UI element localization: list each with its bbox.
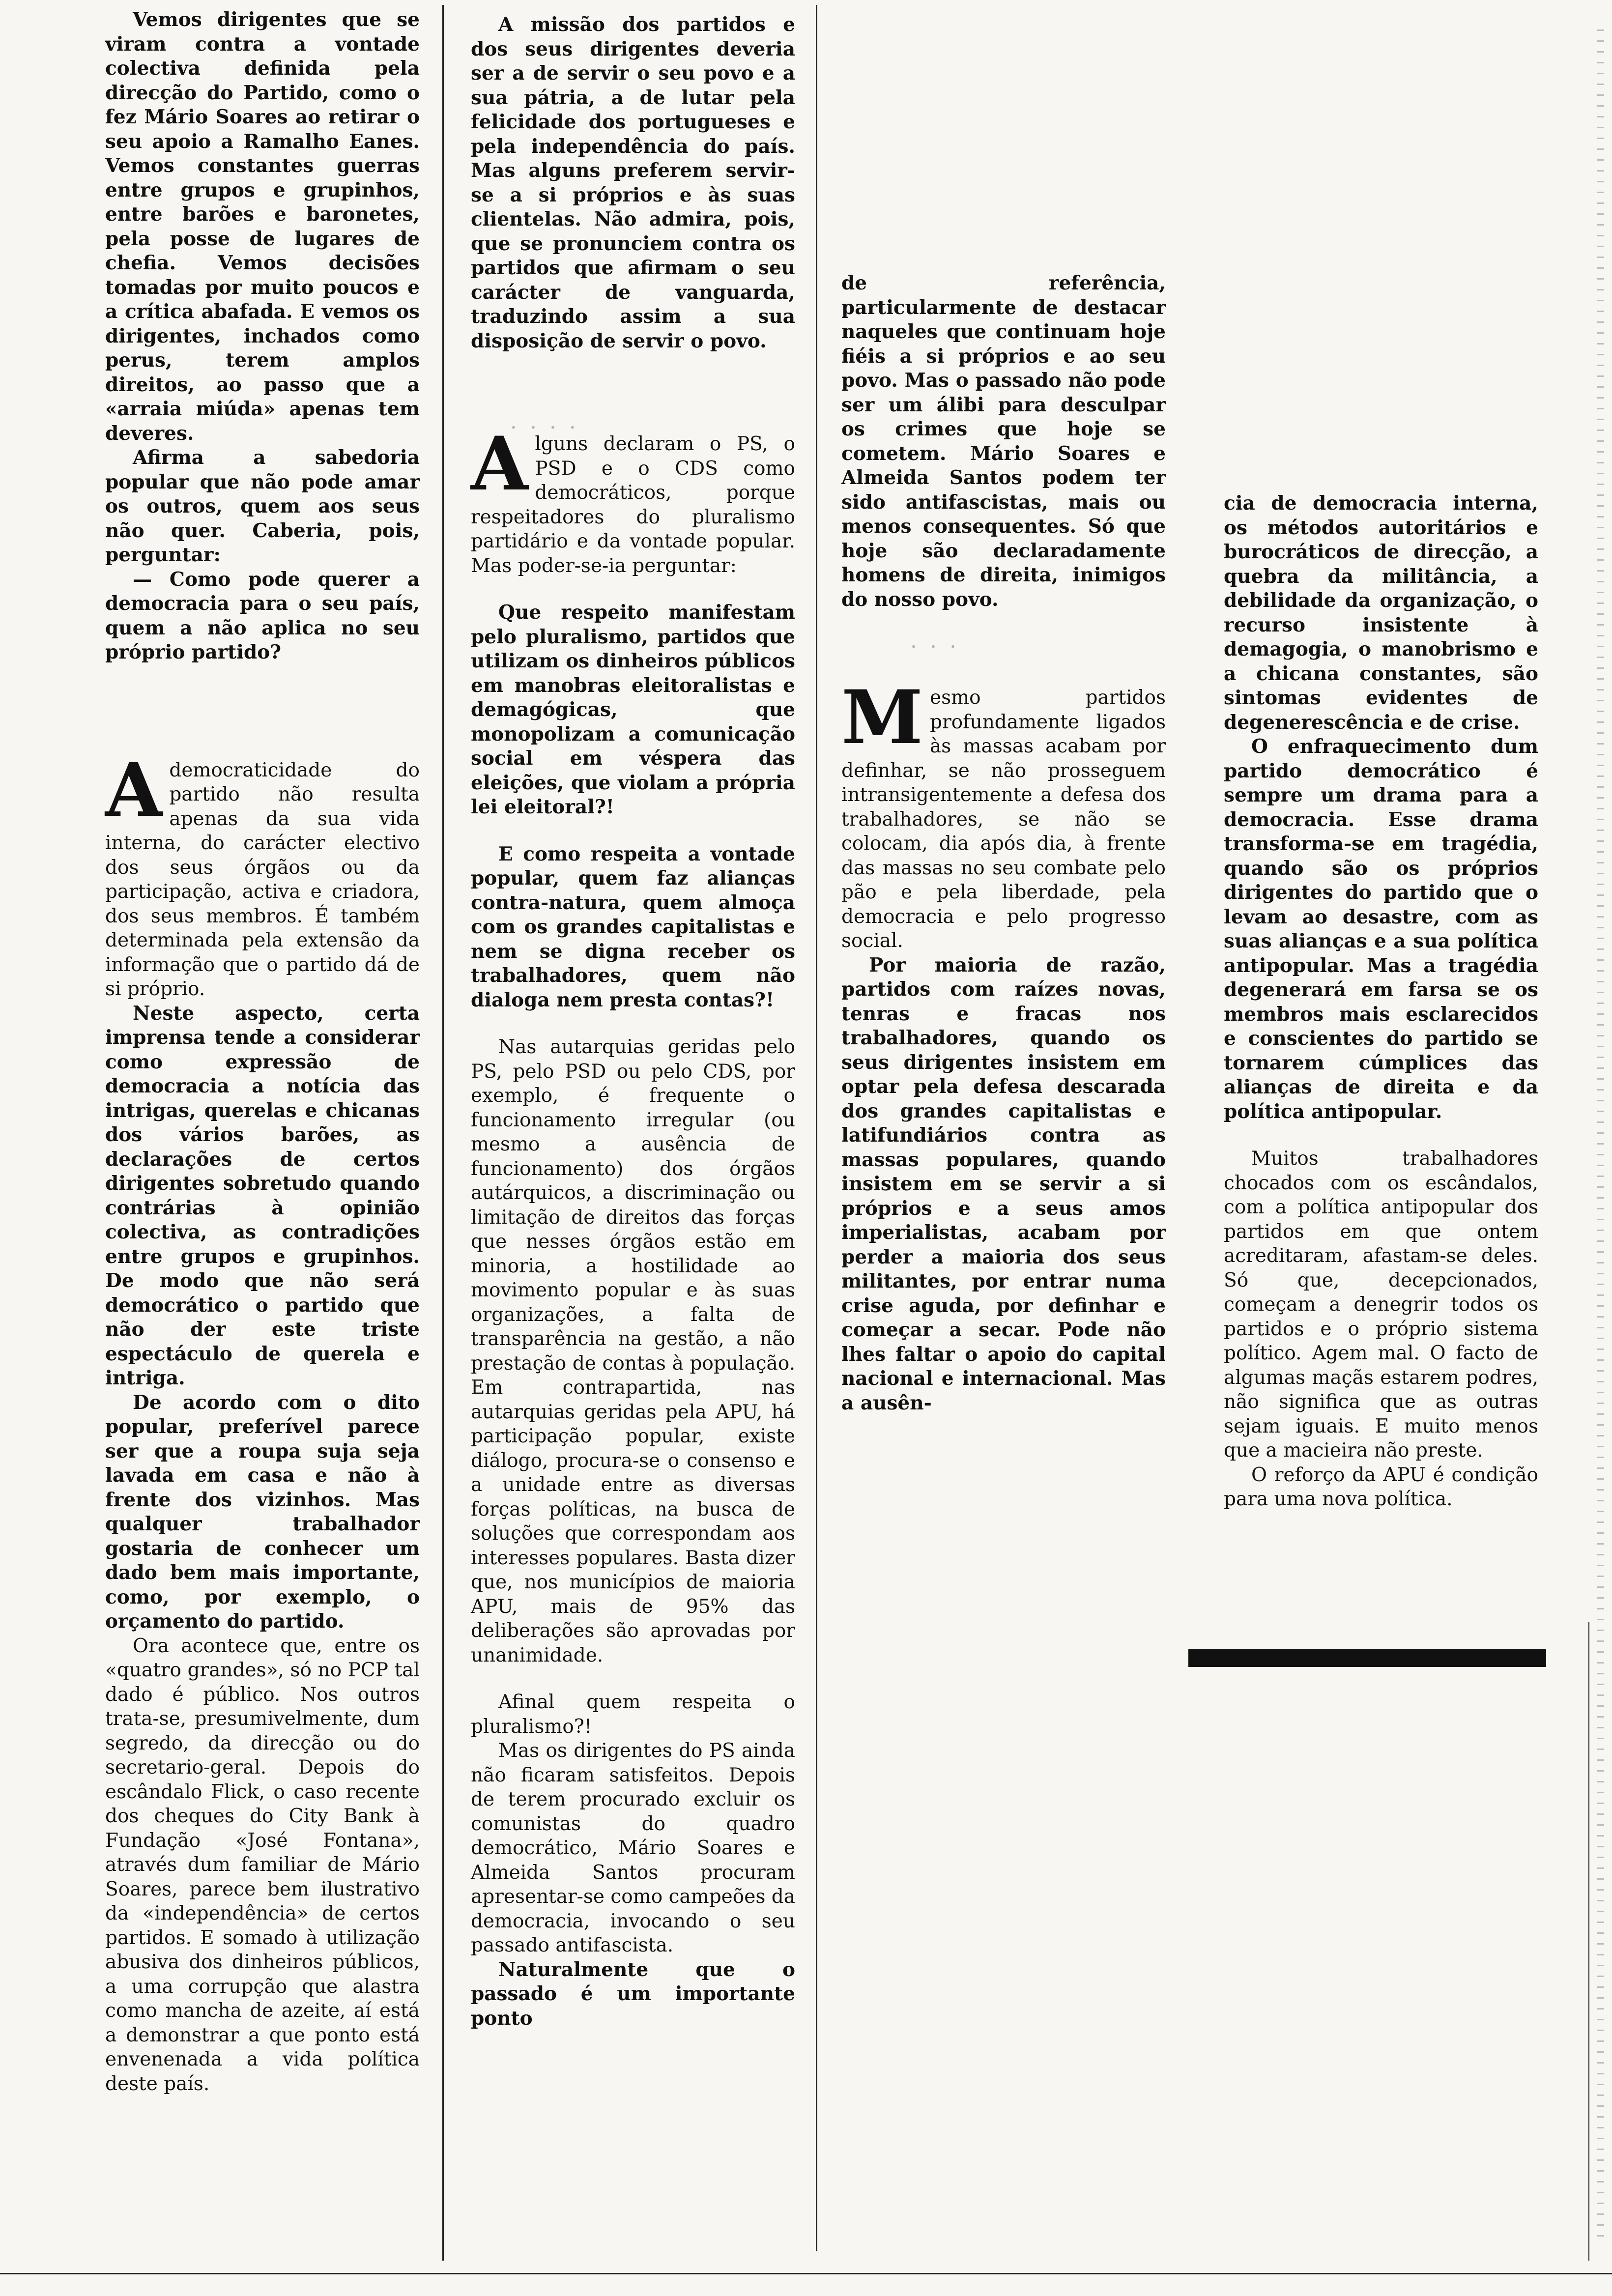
col3-paragraph-2: esmo partidos profundamente ligados às massas acabam por definhar, se não prosseguem intransigentemente a defesa dos trabalhadores, se não se colocam, dia após dia, à frente das massas no seu combate pelo pão e pela liberdade, pela democracia e pelo progresso social.: [841, 687, 1166, 952]
drop-cap-m: M: [841, 674, 923, 761]
smudge-mark: · · · ·: [510, 415, 579, 440]
column-4: [1224, 491, 1538, 1512]
col1-paragraph-3: — Como pode querer a democracia para o seu país, quem a não aplica no seu próprio partido?: [105, 568, 420, 663]
col4-paragraph-2: O enfraquecimento dum partido democrático é sempre um drama para a democracia. Esse drama transforma-se em tragédia, quando são os próprios dirigentes do partido que o levam ao desastre, com as suas alianças e a sua política antipopular. Mas a tragédia degenerará em farsa se os membros mais esclarecidos e conscientes do partido se tornarem cúmplices das alianças de direita e da política antipopular.: [1224, 735, 1538, 1123]
col2-paragraph-2: lguns declaram o PS, o PSD e o CDS como democráticos, porque respeitadores do pluralismo partidário e da vontade popular. Mas poder-se-ia perguntar:: [471, 433, 795, 577]
col1-paragraph-1: Vemos dirigentes que se viram contra a vontade colectiva definida pela direcção do Partido, como o fez Mário Soares ao retirar o seu apoio a Ramalho Eanes. Vemos constantes guerras entre grupos e grupinhos, entre barões e baronetes, pela posse de lugares de chefia. Vemos decisões tomadas por muito poucos e a crítica abafada. E vemos os dirigentes, inchados como perus, terem amplos direitos, ao passo que a «arraia miúda» apenas tem deveres.: [105, 8, 420, 445]
col2-paragraph-3: Que respeito manifestam pelo pluralismo, partidos que utilizam os dinheiros públicos em manobras eleitoralistas e demagógicas, que monopolizam a comunicação social em véspera das eleições, que violam a própria lei eleitoral?!: [471, 601, 795, 818]
col4-paragraph-1: cia de democracia interna, os métodos autoritários e burocráticos de direcção, a quebra da militância, a debilidade da organização, o recurso insistente à demagogia, o manobrismo e a chicana constantes, são sintomas evidentes de degenerescência e de crise.: [1224, 492, 1538, 734]
right-edge-line: [1588, 1622, 1589, 2261]
col1-paragraph-6: De acordo com o dito popular, preferível parece ser que a roupa suja seja lavada em casa e não à frente dos vizinhos. Mas qualquer trabalhador gostaria de conhecer um dado bem mais importante, como, por exemplo, o orçamento do partido.: [105, 1391, 420, 1633]
bottom-border: [0, 2273, 1612, 2274]
smudge-mark-2: · · ·: [910, 634, 959, 660]
drop-cap-a-2: A: [471, 421, 528, 507]
column-divider-2: [816, 5, 817, 2251]
column-divider-1: [442, 5, 444, 2261]
column-1: [105, 8, 420, 2096]
col2-section-2: [471, 421, 795, 578]
section-end-bar: [1188, 1649, 1546, 1667]
column-3: [841, 271, 1166, 1415]
column-2: [471, 13, 795, 2031]
col2-paragraph-4: E como respeita a vontade popular, quem faz alianças contra-natura, quem almoça com os grandes capitalistas e nem se digna receber os trabalhadores, quem não dialoga nem presta contas?!: [471, 842, 795, 1011]
col1-paragraph-4: democraticidade do partido não resulta apenas da sua vida interna, do carácter electivo dos seus órgãos ou da participação, activa e criadora, dos seus membros. É também determinada pela extensão da informação que o partido dá de si próprio.: [105, 759, 420, 1000]
col1-section-2: [105, 746, 420, 1002]
drop-cap-a: A: [105, 746, 163, 833]
col4-paragraph-4: O reforço da APU é condição para uma nova política.: [1224, 1464, 1538, 1510]
scan-noise-right: [1597, 29, 1604, 2241]
col2-paragraph-6: Afinal quem respeita o pluralismo?!: [471, 1691, 795, 1738]
col3-section-2: [841, 674, 1166, 953]
col1-paragraph-7: Ora acontece que, entre os «quatro grandes», só no PCP tal dado é público. Nos outros trata-se, presumivelmente, dum segredo, da direcção ou do secretario-geral. Depois do escândalo Flick, o caso recente dos cheques do City Bank à Fundação «José Fontana», através dum familiar de Mário Soares, parece bem ilustrativo da «independência» de certos partidos. E somado à utilização abusiva dos dinheiros públicos, a uma corrupção que alastra como mancha de azeite, aí está a demonstrar a que ponto está envenenada a vida política deste país.: [105, 1635, 420, 2095]
col1-paragraph-5: Neste aspecto, certa imprensa tende a considerar como expressão de democracia a notícia das intrigas, querelas e chicanas dos vários barões, as declarações de certos dirigentes sobretudo quando contrárias à opinião colectiva, as contradições entre grupos e grupinhos. De modo que não será democrático o partido que não der este triste espectáculo de querela e intriga.: [105, 1002, 420, 1389]
col3-paragraph-3: Por maioria de razão, partidos com raízes novas, tenras e fracas nos trabalhadores, quando os seus dirigentes insistem em optar pela defesa descarada dos grandes capitalistas e latifundiários contra as massas populares, quando insistem em se servir a si próprios e a seus amos imperialistas, acabam por perder a maioria dos seus militantes, por entrar numa crise aguda, por definhar e começar a secar. Pode não lhes faltar o apoio do capital nacional e internacional. Mas a ausên-: [841, 953, 1166, 1414]
col2-paragraph-1: A missão dos partidos e dos seus dirigentes deveria ser a de servir o seu povo e a sua pátria, a de lutar pela felicidade dos portugueses e pela independência do país. Mas alguns preferem servir-se a si próprios e às suas clientelas. Não admira, pois, que se pronunciem contra os partidos que afirmam o seu carácter de vanguarda, traduzindo assim a sua disposição de servir o povo.: [471, 13, 795, 352]
col2-paragraph-8: Naturalmente que o passado é um importante ponto: [471, 1958, 795, 2030]
col2-paragraph-7: Mas os dirigentes do PS ainda não ficaram satisfeitos. Depois de terem procurado excluir os comunistas do quadro democrático, Mário Soares e Almeida Santos procuram apresentar-se como campeões da democracia, invocando o seu passado antifascista.: [471, 1740, 795, 1956]
col4-paragraph-3: Muitos trabalhadores chocados com os escândalos, com a política antipopular dos partidos em que ontem acreditaram, afastam-se deles. Só que, decepcionados, começam a denegrir todos os partidos e o próprio sistema político. Agem mal. O facto de algumas maçãs estarem podres, não significa que as outras sejam iguais. E muito menos que a macieira não preste.: [1224, 1148, 1538, 1462]
col3-paragraph-1: de referência, particularmente de destacar naqueles que continuam hoje fiéis a si próprios e ao seu povo. Mas o passado não pode ser um álibi para desculpar os crimes que hoje se cometem. Mário Soares e Almeida Santos podem ter sido antifascistas, mais ou menos consequentes. Só que hoje são declaradamente homens de direita, inimigos do nosso povo.: [841, 272, 1166, 611]
col2-paragraph-5: Nas autarquias geridas pelo PS, pelo PSD ou pelo CDS, por exemplo, é frequente o funcionamento irregular (ou mesmo a ausência de funcionamento) dos órgãos autárquicos, a discriminação ou limitação de direitos das forças que nesses órgãos estão em minoria, a hostilidade ao movimento popular e às suas organizações, a falta de transparência na gestão, a não prestação de contas à população. Em contrapartida, nas autarquias geridas pela APU, há participação popular, existe diálogo, procura-se o consenso e a unidade entre as diversas forças políticas, na busca de soluções que correspondam aos interesses populares. Basta dizer que, nos municípios de maioria APU, mais de 95% das deliberações são aprovadas por unanimidade.: [471, 1036, 795, 1666]
col1-paragraph-2: Afirma a sabedoria popular que não pode amar os outros, quem aos seus não quer. Caberia, pois, perguntar:: [105, 446, 420, 566]
